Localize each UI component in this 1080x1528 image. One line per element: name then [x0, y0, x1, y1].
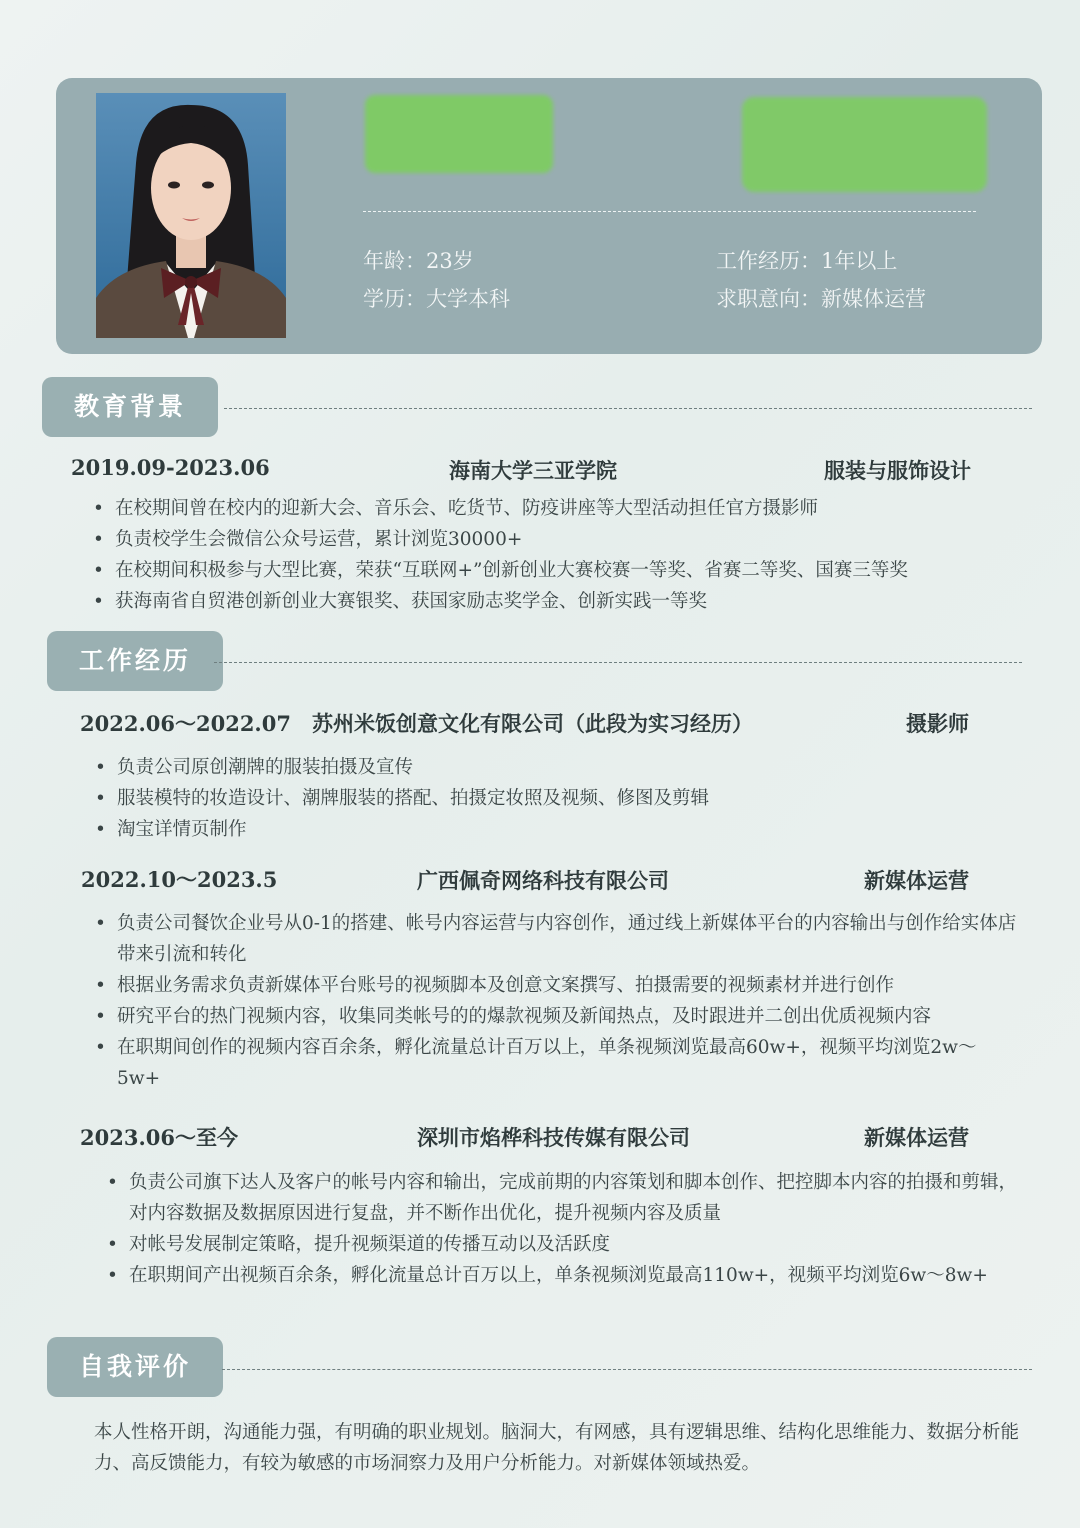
portrait-illustration [96, 93, 286, 338]
job-period: 2022.10～2023.5 [81, 867, 278, 892]
education-list [115, 493, 1045, 617]
list-item: • 负责校学生会微信公众号运营，累计浏览30000+ [115, 524, 1045, 555]
redacted-contact [742, 97, 987, 192]
experience-info: 工作经历：1年以上 [716, 249, 898, 273]
list-item: • 负责公司原创潮牌的服装拍摄及宣传 [117, 752, 1017, 783]
job-list [117, 752, 1017, 845]
education-school: 海南大学三亚学院 [449, 458, 617, 483]
list-item: • 在校期间曾在校内的迎新大会、音乐会、吃货节、防疫讲座等大型活动担任官方摄影师 [115, 493, 1045, 524]
header-divider [363, 211, 976, 212]
redacted-name [365, 95, 553, 173]
job-list [129, 1167, 1034, 1291]
section-title-education: 教育背景 [42, 377, 218, 437]
objective-info: 求职意向：新媒体运营 [716, 287, 926, 311]
job-role: 摄影师 [906, 711, 969, 736]
list-item: • 在职期间创作的视频内容百余条，孵化流量总计百万以上，单条视频浏览最高60w+，视频平均浏览2w～5w+ [117, 1032, 1017, 1094]
job-company: 深圳市焰桦科技传媒有限公司 [417, 1125, 690, 1150]
age-info: 年龄：23岁 [363, 249, 474, 273]
education-info: 学历：大学本科 [363, 287, 510, 311]
list-item: • 淘宝详情页制作 [117, 814, 1017, 845]
list-item: • 在职期间产出视频百余条，孵化流量总计百万以上，单条视频浏览最高110w+，视频平均浏览6w～8w+ [129, 1260, 1034, 1291]
section-divider [214, 662, 1022, 663]
education-period: 2019.09-2023.06 [71, 455, 270, 480]
list-item: • 研究平台的热门视频内容，收集同类帐号的的爆款视频及新闻热点，及时跟进并二创出优质视频内容 [117, 1001, 1017, 1032]
list-item: • 根据业务需求负责新媒体平台账号的视频脚本及创意文案撰写、拍摄需要的视频素材并进行创作 [117, 970, 1017, 1001]
job-period: 2023.06～至今 [80, 1125, 238, 1150]
list-item: • 对帐号发展制定策略，提升视频渠道的传播互动以及活跃度 [129, 1229, 1034, 1260]
list-item: • 负责公司餐饮企业号从0-1的搭建、帐号内容运营与内容创作，通过线上新媒体平台的内容输出与创作给实体店带来引流和转化 [117, 908, 1017, 970]
job-list [117, 908, 1017, 1094]
job-role: 新媒体运营 [864, 1125, 969, 1150]
section-title-work: 工作经历 [47, 631, 223, 691]
job-role: 新媒体运营 [864, 868, 969, 893]
list-item: • 服装模特的妆造设计、潮牌服装的搭配、拍摄定妆照及视频、修图及剪辑 [117, 783, 1017, 814]
education-major: 服装与服饰设计 [824, 458, 971, 483]
list-item: • 负责公司旗下达人及客户的帐号内容和输出，完成前期的内容策划和脚本创作、把控脚本内容的拍摄和剪辑，对内容数据及数据原因进行复盘，并不断作出优化，提升视频内容及质量 [129, 1167, 1034, 1229]
profile-photo [96, 93, 286, 338]
section-title-self: 自我评价 [47, 1337, 223, 1397]
section-divider [224, 408, 1032, 409]
job-company: 广西佩奇网络科技有限公司 [417, 868, 669, 893]
list-item: • 获海南省自贸港创新创业大赛银奖、获国家励志奖学金、创新实践一等奖 [115, 586, 1045, 617]
self-evaluation-text: 本人性格开朗，沟通能力强，有明确的职业规划。脑洞大，有网感，具有逻辑思维、结构化思维能力、数据分析能力、高反馈能力，有较为敏感的市场洞察力及用户分析能力。对新媒体领域热爱。 [94, 1422, 1020, 1474]
job-period: 2022.06～2022.07 [80, 711, 291, 736]
list-item: • 在校期间积极参与大型比赛，荣获“互联网+”创新创业大赛校赛一等奖、省赛二等奖、国赛三等奖 [115, 555, 1045, 586]
section-divider [222, 1369, 1032, 1370]
job-company: 苏州米饭创意文化有限公司（此段为实习经历） [312, 711, 753, 736]
